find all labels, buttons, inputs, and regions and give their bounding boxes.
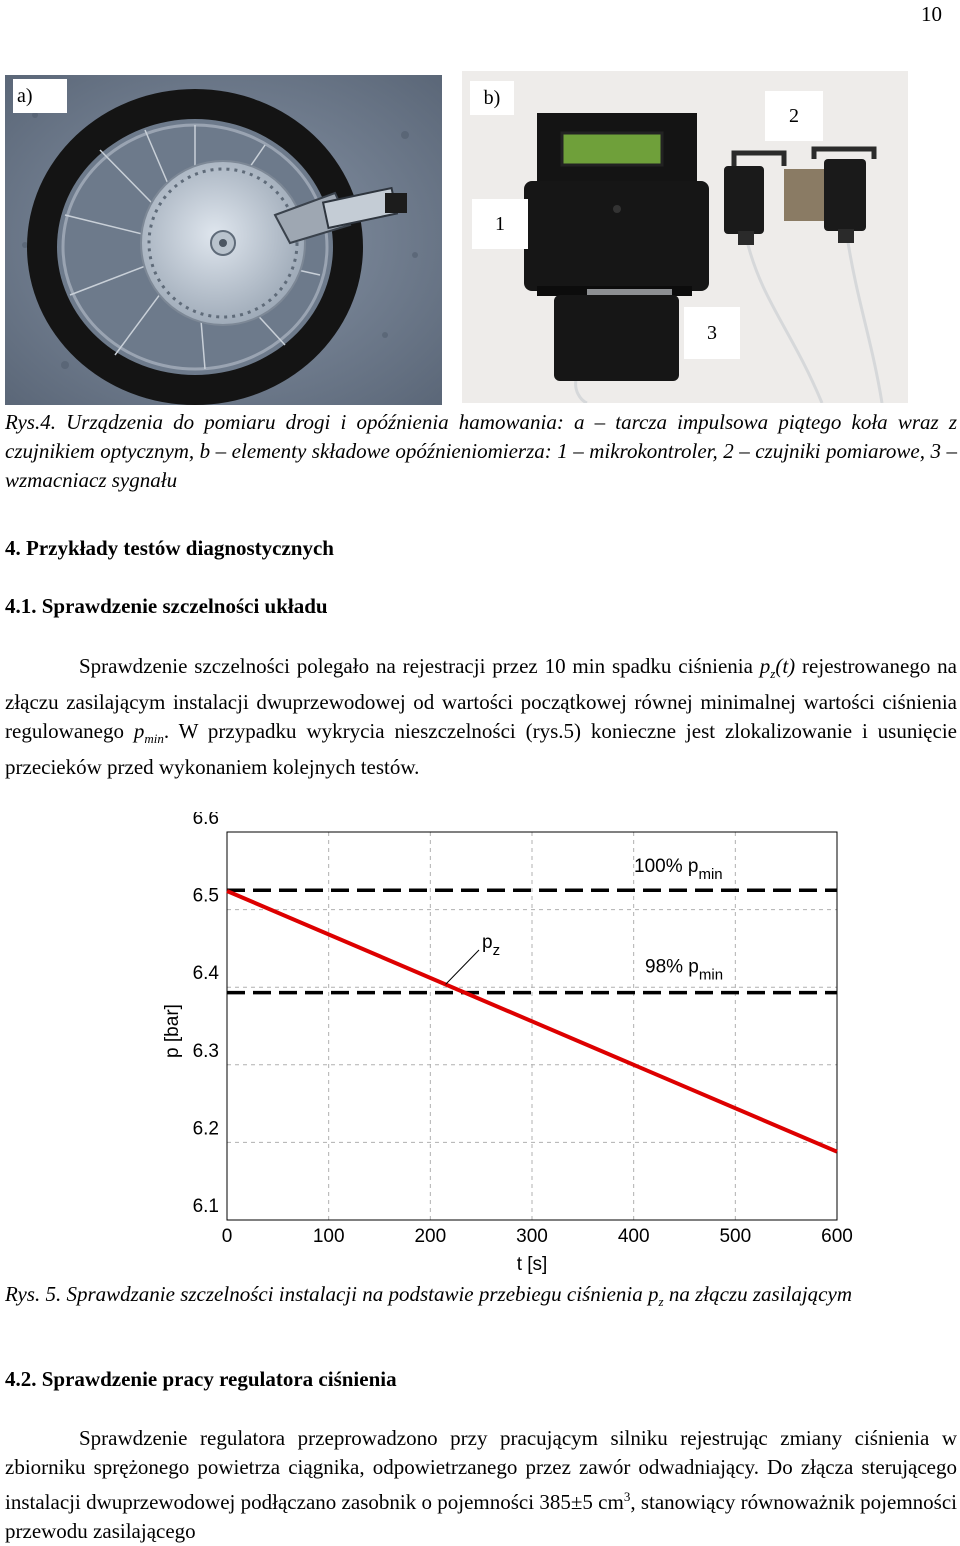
figure4-caption-prefix: Rys.4. — [5, 410, 56, 434]
y-axis-label: p [bar] — [162, 1004, 183, 1058]
x-tick-label-6: 600 — [821, 1226, 853, 1247]
panel-b-label: b) — [470, 81, 514, 115]
page-number: 10 — [921, 2, 942, 26]
y-tick-label-1: 6.5 — [192, 885, 219, 907]
annotation-98-pmin: 98% $p_{min}$ — [645, 956, 724, 984]
x-tick-label-5: 500 — [719, 1226, 752, 1247]
x-tick-label-3: 300 — [516, 1226, 548, 1247]
section-4-2-paragraph: Sprawdzenie regulatora przeprowadzono przy pracującym silniku rejestrując zmiany ciśnienia w zbiorniku sprężonego powietrza ciągnika, odpowietrzanego przez zawór odwadniający. Do złącza sterującego instalacji dwuprzewodowej podłączano zasobnik o pojemności 385±5 $cm^3$, stanowiący równoważnik pojemności przewodu zasilającego — [5, 1426, 958, 1543]
section-4-1-heading: 4.1. Sprawdzenie szczelności układu — [5, 594, 328, 618]
annotation-100-pmin: 100% $p_{min}$ — [634, 856, 723, 884]
x-axis-label: t [s] — [516, 1254, 548, 1275]
impulse-wheel-image — [5, 75, 442, 405]
amplifier-box — [554, 295, 679, 381]
y-tick-label-0: 6.6 — [192, 812, 219, 829]
component-label-2: 2 — [765, 91, 823, 141]
component-label-3: 3 — [684, 307, 740, 359]
symbol-p: p — [759, 654, 771, 678]
y-tick-label-3: 6.3 — [192, 1040, 219, 1062]
x-tick-label-1: 100 — [312, 1226, 345, 1247]
y-tick-label-5: 6.1 — [192, 1196, 219, 1217]
section-4-heading: 4. Przykłady testów diagnostycznych — [5, 536, 334, 560]
x-tick-label-2: 200 — [414, 1226, 447, 1247]
pressure-chart — [150, 812, 880, 1282]
panel-a-label: a) — [13, 79, 67, 113]
x-tick-labels — [222, 1226, 853, 1247]
y-tick-labels — [193, 812, 220, 1217]
annotation-pz: $p_z$ — [482, 932, 501, 959]
y-tick-label-2: 6.4 — [192, 963, 219, 985]
photo-impulse-wheel — [5, 75, 442, 405]
microcontroller-box — [524, 113, 709, 296]
section-4-1-paragraph: Sprawdzenie szczelności polegało na rejestracji przez 10 min spadku ciśnienia $p_z(t)$ rejestrowanego na złączu zasilającym instalacji dwuprzewodowej od wartości początkowej równej minimalnej wartości ciśnienia regulowanego $p_{min}$. W przypadku wykrycia nieszczelności (rys.5) konieczne jest zlokalizowanie i usunięcie przecieków przed wykonaniem kolejnych testów. — [5, 654, 957, 780]
component-label-1: 1 — [472, 199, 528, 249]
figure4-caption — [5, 408, 957, 495]
y-tick-label-4: 6.2 — [192, 1118, 219, 1140]
pz-leader-line — [446, 950, 479, 984]
figure5-caption: Rys. 5. Sprawdzanie szczelności instalacji na podstawie przebiegu ciśnienia $p_z$ na złączu zasilającym — [5, 1282, 852, 1310]
section-4-2-heading: 4.2. Sprawdzenie pracy regulatora ciśnienia — [5, 1367, 397, 1391]
figure4-caption-text: Urządzenia do pomiaru drogi i opóźnienia hamowania: a – tarcza impulsowa piątego koła wraz z czujnikiem optycznym, b – elementy składowe opóźnieniomierza: 1 – mikrokontroler, 2 – czujniki pomiarowe, 3 – wzmacniacz sygnału — [5, 410, 957, 492]
x-tick-label-0: 0 — [221, 1226, 233, 1247]
photo-delay-meter — [462, 71, 908, 403]
x-tick-label-4: 400 — [617, 1226, 650, 1247]
